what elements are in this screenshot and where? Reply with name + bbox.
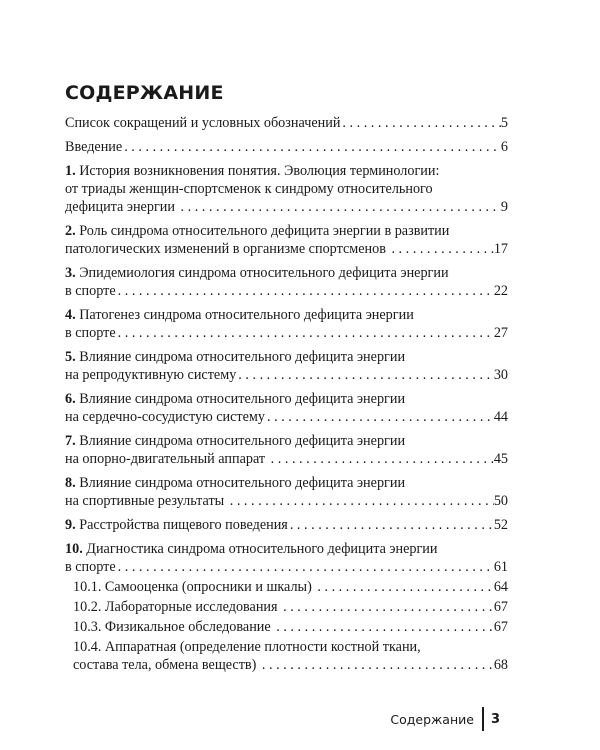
- toc-entry-text: 10.1. Самооценка (опросники и шкалы): [73, 579, 316, 595]
- toc-entry-number: 10.: [65, 541, 83, 557]
- toc-entry-line: [65, 222, 508, 240]
- toc-entry-line: [65, 282, 508, 300]
- toc-entry[interactable]: [65, 264, 508, 300]
- toc-page-number: 64: [493, 579, 508, 595]
- dot-leader: [179, 198, 501, 216]
- toc-entry-line: [65, 450, 508, 468]
- toc-entry-line: [65, 264, 508, 282]
- toc-entry-line: [65, 492, 508, 510]
- toc-entry[interactable]: [65, 618, 508, 636]
- toc-entry-text: Влияние синдрома относительного дефицита энергии: [75, 349, 406, 365]
- toc-entry-text: в спорте: [65, 325, 116, 341]
- toc-entry[interactable]: [65, 516, 508, 534]
- toc-entry-text: 10.2. Лабораторные исследования: [73, 599, 282, 615]
- toc-entry-line: [65, 390, 508, 408]
- toc-entry[interactable]: [65, 598, 508, 616]
- toc-page-number: 22: [493, 283, 508, 299]
- toc-entry-line: [65, 240, 508, 258]
- toc-entry-text: Влияние синдрома относительного дефицита энергии: [75, 391, 406, 407]
- toc-entry-line: [73, 618, 508, 636]
- dot-leader: [116, 282, 494, 300]
- toc-entry[interactable]: [65, 222, 508, 258]
- toc-entry[interactable]: [65, 474, 508, 510]
- toc-entry-line: [65, 324, 508, 342]
- toc-page-number: 61: [493, 559, 508, 575]
- toc-entry-line: [65, 306, 508, 324]
- toc-entry-line: [65, 408, 508, 426]
- toc-entry-text: дефицита энергии: [65, 199, 179, 215]
- footer-divider: [482, 707, 484, 731]
- toc-entry-number: 7.: [65, 433, 76, 449]
- toc-entry[interactable]: [65, 638, 508, 674]
- dot-leader: [389, 240, 493, 258]
- toc-entry-line: [65, 474, 508, 492]
- page-title: СОДЕРЖАНИЕ: [65, 82, 224, 104]
- toc-entry-text: Список сокращений и условных обозначений: [65, 115, 341, 131]
- table-of-contents: [65, 114, 508, 674]
- toc-entry-line: [73, 656, 508, 674]
- toc-entry-text: Диагностика синдрома относительного дефицита энергии: [82, 541, 438, 557]
- toc-entry-text: на репродуктивную систему: [65, 367, 237, 383]
- toc-page-number: 6: [500, 139, 508, 155]
- toc-entry-text: на спортивные результаты: [65, 493, 228, 509]
- dot-leader: [288, 516, 494, 534]
- toc-entry-line: [65, 348, 508, 366]
- toc-entry-text: Эпидемиология синдрома относительного дефицита энергии: [75, 265, 449, 281]
- dot-leader: [281, 598, 494, 616]
- toc-page-number: 52: [493, 517, 508, 533]
- toc-entry-number: 6.: [65, 391, 76, 407]
- toc-entry-line: [73, 638, 508, 656]
- toc-entry-text: на опорно-двигательный аппарат: [65, 451, 269, 467]
- dot-leader: [116, 558, 494, 576]
- dot-leader: [260, 656, 494, 674]
- toc-page-number: 44: [493, 409, 508, 425]
- toc-page-number: 27: [493, 325, 508, 341]
- toc-entry-line: [65, 198, 508, 216]
- toc-entry-number: 2.: [65, 223, 76, 239]
- dot-leader: [236, 366, 494, 384]
- toc-entry-line: [65, 138, 508, 156]
- toc-entry-line: [73, 578, 508, 596]
- toc-entry-line: [65, 162, 508, 180]
- toc-page-number: 5: [500, 115, 508, 131]
- toc-entry[interactable]: [65, 432, 508, 468]
- footer-section-label: Содержание: [390, 711, 474, 727]
- toc-entry-line: [73, 598, 508, 616]
- toc-page-number: 68: [493, 657, 508, 673]
- dot-leader: [116, 324, 494, 342]
- toc-entry-text: состава тела, обмена веществ): [73, 657, 260, 673]
- toc-entry-number: 9.: [65, 517, 76, 533]
- toc-entry-text: Роль синдрома относительного дефицита энергии в развитии: [75, 223, 450, 239]
- toc-entry-number: 5.: [65, 349, 76, 365]
- toc-entry-text: от триады женщин-спортсменок к синдрому относительного: [65, 181, 433, 197]
- page-number: 3: [490, 711, 500, 727]
- toc-page-number: 17: [493, 241, 508, 257]
- dot-leader: [269, 450, 494, 468]
- toc-entry-text: на сердечно-сосудистую систему: [65, 409, 265, 425]
- toc-entry-line: [65, 114, 508, 132]
- toc-entry-number: 8.: [65, 475, 76, 491]
- toc-entry-line: [65, 558, 508, 576]
- toc-entry-text: в спорте: [65, 283, 116, 299]
- toc-entry[interactable]: [65, 138, 508, 156]
- toc-entry-line: [65, 540, 508, 558]
- toc-page-number: 50: [493, 493, 508, 509]
- toc-entry-number: 1.: [65, 163, 76, 179]
- dot-leader: [122, 138, 501, 156]
- dot-leader: [340, 114, 500, 132]
- toc-page-number: 45: [493, 451, 508, 467]
- dot-leader: [228, 492, 494, 510]
- toc-entry-text: Влияние синдрома относительного дефицита энергии: [75, 475, 406, 491]
- toc-entry-text: Влияние синдрома относительного дефицита энергии: [75, 433, 406, 449]
- toc-entry-text: Патогенез синдрома относительного дефицита энергии: [75, 307, 414, 323]
- toc-entry-number: 4.: [65, 307, 76, 323]
- toc-entry[interactable]: [65, 306, 508, 342]
- toc-entry[interactable]: [65, 114, 508, 132]
- toc-entry-text: История возникновения понятия. Эволюция терминологии:: [75, 163, 440, 179]
- toc-entry-text: в спорте: [65, 559, 116, 575]
- toc-page-number: 67: [493, 599, 508, 615]
- toc-entry[interactable]: [65, 578, 508, 596]
- toc-entry-text: Расстройства пищевого поведения: [75, 517, 288, 533]
- toc-entry-text: патологических изменений в организме спортсменов: [65, 241, 390, 257]
- dot-leader: [265, 408, 494, 426]
- toc-entry-line: [65, 366, 508, 384]
- dot-leader: [274, 618, 494, 636]
- toc-entry-line: [65, 516, 508, 534]
- toc-entry-text: 10.4. Аппаратная (определение плотности костной ткани,: [73, 639, 421, 655]
- toc-page-number: 67: [493, 619, 508, 635]
- dot-leader: [315, 578, 493, 596]
- toc-entry[interactable]: [65, 162, 508, 216]
- toc-entry-line: [65, 180, 508, 198]
- toc-entry-text: Введение: [65, 139, 123, 155]
- toc-entry[interactable]: [65, 348, 508, 384]
- toc-entry[interactable]: [65, 540, 508, 576]
- toc-entry[interactable]: [65, 390, 508, 426]
- toc-entry-number: 3.: [65, 265, 76, 281]
- toc-page-number: 30: [493, 367, 508, 383]
- toc-entry-text: 10.3. Физикальное обследование: [73, 619, 275, 635]
- running-footer: [390, 707, 500, 731]
- toc-page-number: 9: [500, 199, 508, 215]
- toc-entry-line: [65, 432, 508, 450]
